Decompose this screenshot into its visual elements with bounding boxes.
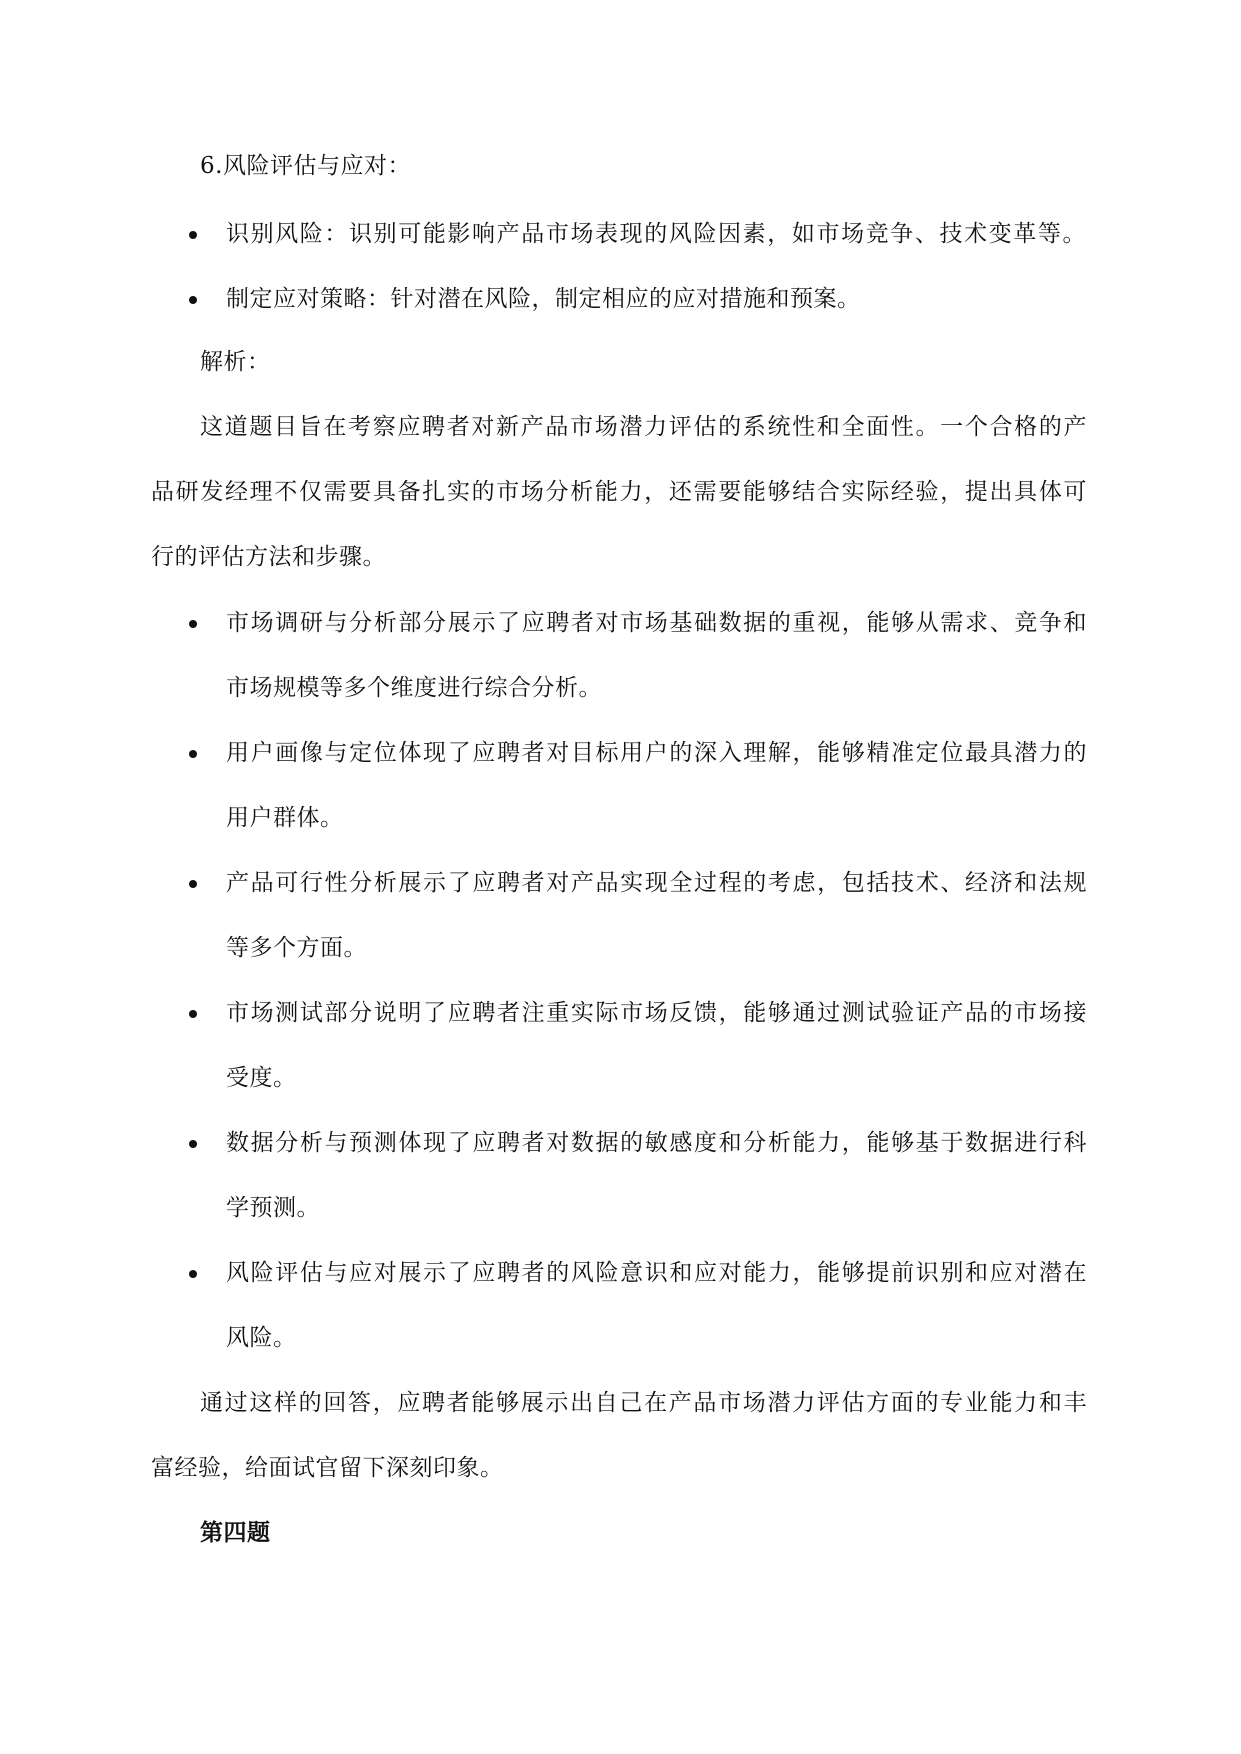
paragraph-line: 行的评估方法和步骤。 <box>151 544 386 570</box>
list-item-line: 学预测。 <box>226 1195 320 1221</box>
list-item-line: 用户画像与定位体现了应聘者对目标用户的深入理解，能够精准定位最具潜力的 <box>226 740 1087 766</box>
list-item-line: 市场调研与分析部分展示了应聘者对市场基础数据的重视，能够从需求、竞争和 <box>226 610 1087 636</box>
list-item-line: 受度。 <box>226 1065 297 1091</box>
list-item: 制定应对策略：针对潜在风险，制定相应的应对措施和预案。 <box>226 286 861 312</box>
analysis-heading: 解析： <box>200 349 271 375</box>
paragraph-line: 富经验，给面试官留下深刻印象。 <box>151 1455 504 1481</box>
list-item-line: 等多个方面。 <box>226 935 367 961</box>
paragraph-line: 通过这样的回答，应聘者能够展示出自己在产品市场潜力评估方面的专业能力和丰 <box>200 1390 1087 1416</box>
list-item-line: 风险评估与应对展示了应聘者的风险意识和应对能力，能够提前识别和应对潜在 <box>226 1260 1087 1286</box>
list-item-line: 市场测试部分说明了应聘者注重实际市场反馈，能够通过测试验证产品的市场接 <box>226 1000 1087 1026</box>
list-item: 识别风险：识别可能影响产品市场表现的风险因素，如市场竞争、技术变革等。 <box>226 221 1086 247</box>
list-item-line: 用户群体。 <box>226 805 344 831</box>
question-heading: 第四题 <box>200 1520 271 1546</box>
bullet-dot <box>189 231 197 239</box>
bullet-dot <box>189 1010 197 1018</box>
list-item-line: 市场规模等多个维度进行综合分析。 <box>226 675 602 701</box>
list-item-line: 风险。 <box>226 1325 297 1351</box>
paragraph-line: 品研发经理不仅需要具备扎实的市场分析能力，还需要能够结合实际经验，提出具体可 <box>151 479 1087 505</box>
bullet-dot <box>189 750 197 758</box>
bullet-dot <box>189 880 197 888</box>
bullet-dot <box>189 1140 197 1148</box>
bullet-dot <box>189 620 197 628</box>
list-item-line: 产品可行性分析展示了应聘者对产品实现全过程的考虑，包括技术、经济和法规 <box>226 870 1087 896</box>
bullet-dot <box>189 296 197 304</box>
section-heading: 6.风险评估与应对： <box>200 153 411 179</box>
bullet-dot <box>189 1270 197 1278</box>
list-item-line: 数据分析与预测体现了应聘者对数据的敏感度和分析能力，能够基于数据进行科 <box>226 1130 1087 1156</box>
paragraph-line: 这道题目旨在考察应聘者对新产品市场潜力评估的系统性和全面性。一个合格的产 <box>200 414 1087 440</box>
